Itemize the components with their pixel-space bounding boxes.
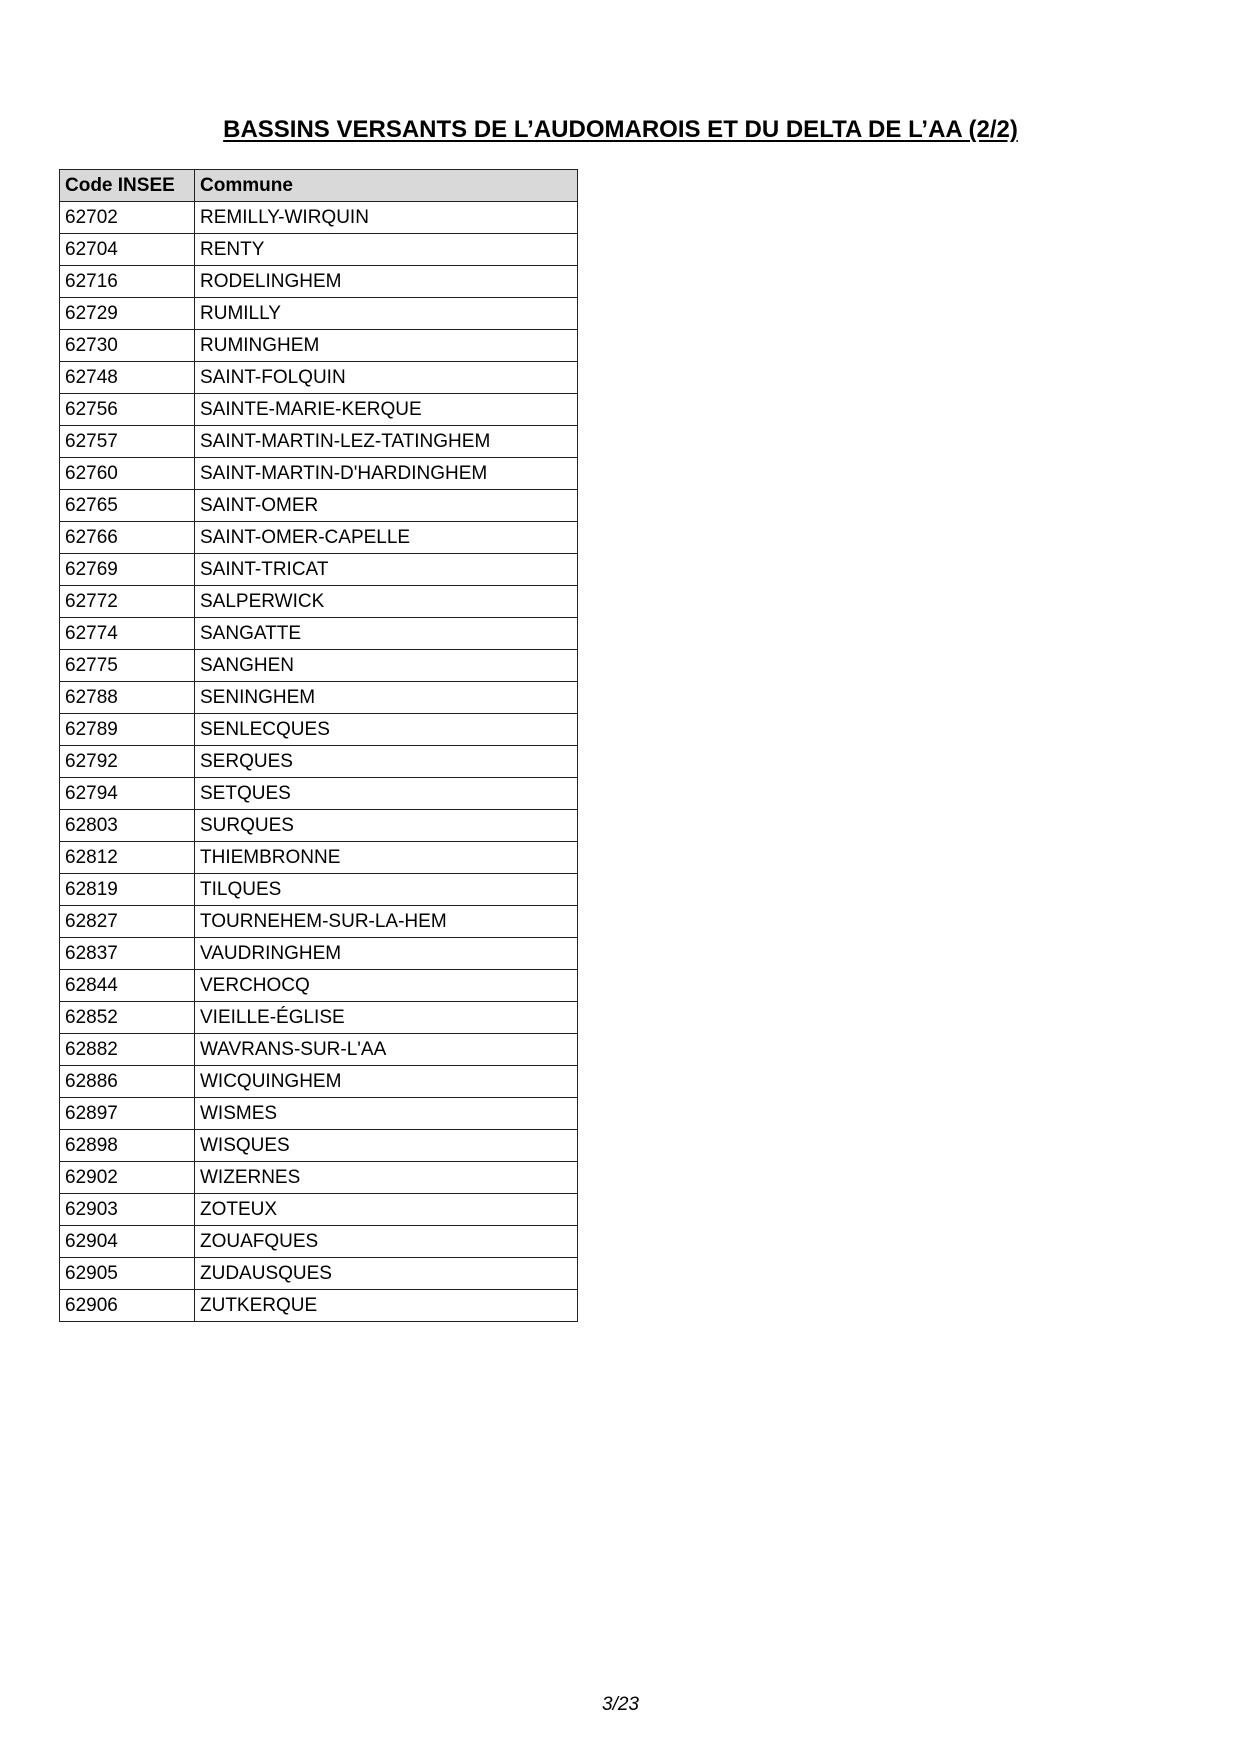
table-row	[60, 202, 578, 234]
commune-cell: SAINT-TRICAT	[195, 554, 578, 586]
commune-cell: SENLECQUES	[195, 714, 578, 746]
code-insee-cell: 62852	[60, 1002, 195, 1034]
commune-cell: SAINT-OMER-CAPELLE	[195, 522, 578, 554]
commune-cell: TILQUES	[195, 874, 578, 906]
column-header-code-insee: Code INSEE	[60, 170, 195, 202]
table-row	[60, 1098, 578, 1130]
commune-cell: ZOUAFQUES	[195, 1226, 578, 1258]
code-insee-cell: 62757	[60, 426, 195, 458]
code-insee-cell: 62898	[60, 1130, 195, 1162]
commune-cell: RENTY	[195, 234, 578, 266]
code-insee-cell: 62775	[60, 650, 195, 682]
code-insee-cell: 62886	[60, 1066, 195, 1098]
commune-cell: SAINT-OMER	[195, 490, 578, 522]
table-row	[60, 682, 578, 714]
code-insee-cell: 62774	[60, 618, 195, 650]
page-number: 3/23	[602, 1694, 639, 1715]
table-row	[60, 874, 578, 906]
commune-cell: SERQUES	[195, 746, 578, 778]
commune-cell: WISQUES	[195, 1130, 578, 1162]
code-insee-cell: 62772	[60, 586, 195, 618]
commune-cell: TOURNEHEM-SUR-LA-HEM	[195, 906, 578, 938]
code-insee-cell: 62902	[60, 1162, 195, 1194]
commune-cell: WAVRANS-SUR-L'AA	[195, 1034, 578, 1066]
commune-cell: WIZERNES	[195, 1162, 578, 1194]
table-row	[60, 330, 578, 362]
code-insee-cell: 62803	[60, 810, 195, 842]
commune-cell: SAINT-FOLQUIN	[195, 362, 578, 394]
code-insee-cell: 62897	[60, 1098, 195, 1130]
code-insee-cell: 62827	[60, 906, 195, 938]
code-insee-cell: 62789	[60, 714, 195, 746]
table-row	[60, 458, 578, 490]
table-row	[60, 842, 578, 874]
table-row	[60, 938, 578, 970]
code-insee-cell: 62702	[60, 202, 195, 234]
page-title: BASSINS VERSANTS DE L’AUDOMAROIS ET DU DELTA DE L’AA (2/2)	[223, 116, 1018, 143]
table-row	[60, 618, 578, 650]
commune-cell: SENINGHEM	[195, 682, 578, 714]
table-row	[60, 426, 578, 458]
code-insee-cell: 62794	[60, 778, 195, 810]
table-row	[60, 1194, 578, 1226]
table-row	[60, 1162, 578, 1194]
code-insee-cell: 62882	[60, 1034, 195, 1066]
commune-cell: REMILLY-WIRQUIN	[195, 202, 578, 234]
commune-cell: THIEMBRONNE	[195, 842, 578, 874]
code-insee-cell: 62704	[60, 234, 195, 266]
code-insee-cell: 62792	[60, 746, 195, 778]
table-row	[60, 490, 578, 522]
table-row	[60, 650, 578, 682]
table-row	[60, 394, 578, 426]
table-row	[60, 586, 578, 618]
code-insee-cell: 62844	[60, 970, 195, 1002]
table-row	[60, 714, 578, 746]
table-row	[60, 522, 578, 554]
column-header-commune: Commune	[195, 170, 578, 202]
code-insee-cell: 62788	[60, 682, 195, 714]
commune-cell: WICQUINGHEM	[195, 1066, 578, 1098]
commune-cell: VIEILLE-ÉGLISE	[195, 1002, 578, 1034]
code-insee-cell: 62906	[60, 1290, 195, 1322]
table-header	[60, 170, 578, 202]
table-row	[60, 554, 578, 586]
table-row	[60, 266, 578, 298]
commune-cell: SETQUES	[195, 778, 578, 810]
commune-cell: WISMES	[195, 1098, 578, 1130]
table-row	[60, 298, 578, 330]
code-insee-cell: 62905	[60, 1258, 195, 1290]
table-row	[60, 810, 578, 842]
commune-cell: VAUDRINGHEM	[195, 938, 578, 970]
commune-cell: SALPERWICK	[195, 586, 578, 618]
commune-cell: VERCHOCQ	[195, 970, 578, 1002]
code-insee-cell: 62765	[60, 490, 195, 522]
code-insee-cell: 62903	[60, 1194, 195, 1226]
table-row	[60, 1002, 578, 1034]
commune-cell: SAINTE-MARIE-KERQUE	[195, 394, 578, 426]
code-insee-cell: 62837	[60, 938, 195, 970]
table-row	[60, 1034, 578, 1066]
commune-cell: SANGHEN	[195, 650, 578, 682]
code-insee-cell: 62904	[60, 1226, 195, 1258]
commune-cell: ZUTKERQUE	[195, 1290, 578, 1322]
table-header-row	[60, 170, 578, 202]
commune-cell: RODELINGHEM	[195, 266, 578, 298]
code-insee-cell: 62730	[60, 330, 195, 362]
code-insee-cell: 62716	[60, 266, 195, 298]
table-row	[60, 1130, 578, 1162]
table-row	[60, 778, 578, 810]
commune-cell: RUMILLY	[195, 298, 578, 330]
code-insee-cell: 62748	[60, 362, 195, 394]
code-insee-cell: 62819	[60, 874, 195, 906]
table-row	[60, 1290, 578, 1322]
commune-cell: ZOTEUX	[195, 1194, 578, 1226]
table-row	[60, 970, 578, 1002]
code-insee-cell: 62812	[60, 842, 195, 874]
commune-cell: SURQUES	[195, 810, 578, 842]
commune-cell: SANGATTE	[195, 618, 578, 650]
commune-cell: ZUDAUSQUES	[195, 1258, 578, 1290]
table-row	[60, 1066, 578, 1098]
code-insee-cell: 62769	[60, 554, 195, 586]
table-row	[60, 234, 578, 266]
code-insee-cell: 62760	[60, 458, 195, 490]
code-insee-cell: 62766	[60, 522, 195, 554]
commune-cell: SAINT-MARTIN-D'HARDINGHEM	[195, 458, 578, 490]
code-insee-cell: 62729	[60, 298, 195, 330]
table-row	[60, 906, 578, 938]
table-row	[60, 1258, 578, 1290]
table-row	[60, 746, 578, 778]
table-row	[60, 362, 578, 394]
commune-cell: SAINT-MARTIN-LEZ-TATINGHEM	[195, 426, 578, 458]
table-row	[60, 1226, 578, 1258]
code-insee-cell: 62756	[60, 394, 195, 426]
commune-cell: RUMINGHEM	[195, 330, 578, 362]
commune-table	[59, 169, 578, 1322]
table-body	[60, 202, 578, 1322]
